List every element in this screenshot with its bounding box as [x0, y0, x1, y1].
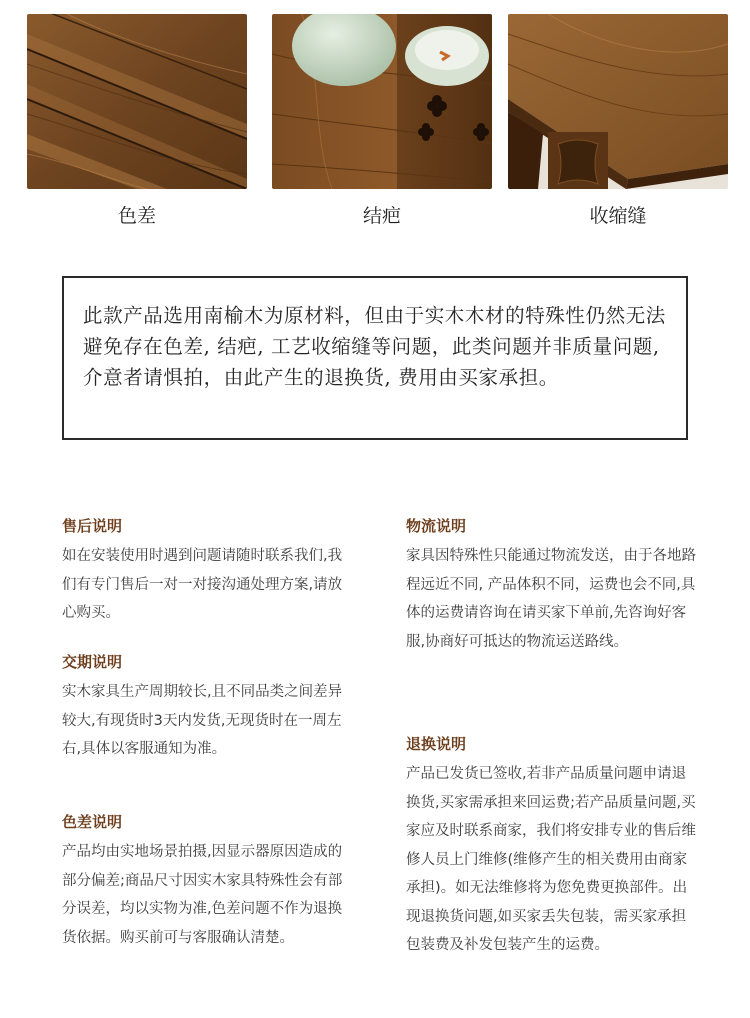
- wood-shrink-seam-photo: [508, 14, 728, 189]
- material-notice-box: [62, 276, 688, 440]
- returns-text: 产品已发货已签收,若非产品质量问题申请退换货,买家需承担来回运费;若产品质量问题,买家应及时联系商家，我们将安排专业的售后维修人员上门维修(维修产生的相关费用由商家承担)。如无法维修将为您免费更换部件。出现退换货问题,如买家丢失包装，需买家承担包装费及补发包装产生的运费。: [406, 766, 696, 953]
- color-difference-section: [62, 812, 362, 952]
- logistics-section: [406, 516, 706, 656]
- color-difference-title: 色差说明: [62, 813, 123, 831]
- material-notice-text: 此款产品选用南榆木为原材料，但由于实木木材的特殊性仍然无法避免存在色差, 结疤, 工艺收缩缝等问题，此类问题并非质量问题, 介意者请惧拍，由此产生的退换货, 费用由买家承担。: [83, 304, 666, 389]
- delivery-title: 交期说明: [62, 653, 123, 671]
- photo-caption-color-difference: 色差: [117, 205, 156, 227]
- wood-color-difference-photo: [27, 14, 247, 189]
- returns-title: 退换说明: [406, 735, 467, 753]
- photo-caption-knot: 结疤: [362, 205, 401, 227]
- delivery-section: [62, 652, 362, 764]
- photo-caption-shrink-seam: 收缩缝: [589, 205, 647, 227]
- logistics-title: 物流说明: [406, 517, 467, 535]
- after-sales-section: [62, 516, 362, 628]
- after-sales-title: 售后说明: [62, 517, 123, 535]
- after-sales-text: 如在安装使用时遇到问题请随时联系我们,我们有专门售后一对一对接沟通处理方案,请放心购买。: [62, 548, 343, 621]
- color-difference-text: 产品均由实地场景拍摄,因显示器原因造成的部分偏差;商品尺寸因实木家具特殊性会有部分误差，均以实物为准,色差问题不作为退换货依据。购买前可与客服确认清楚。: [62, 844, 343, 946]
- logistics-text: 家具因特殊性只能通过物流发送，由于各地路程远近不同, 产品体积不同，运费也会不同,具体的运费请咨询在请买家下单前,先咨询好客服,协商好可抵达的物流运送路线。: [406, 548, 696, 650]
- returns-section: [406, 734, 706, 960]
- wood-knot-tea-set-photo: [272, 14, 492, 189]
- delivery-text: 实木家具生产周期较长,且不同品类之间差异较大,有现货时3天内发货,无现货时在一周左右,具体以客服通知为准。: [62, 684, 343, 757]
